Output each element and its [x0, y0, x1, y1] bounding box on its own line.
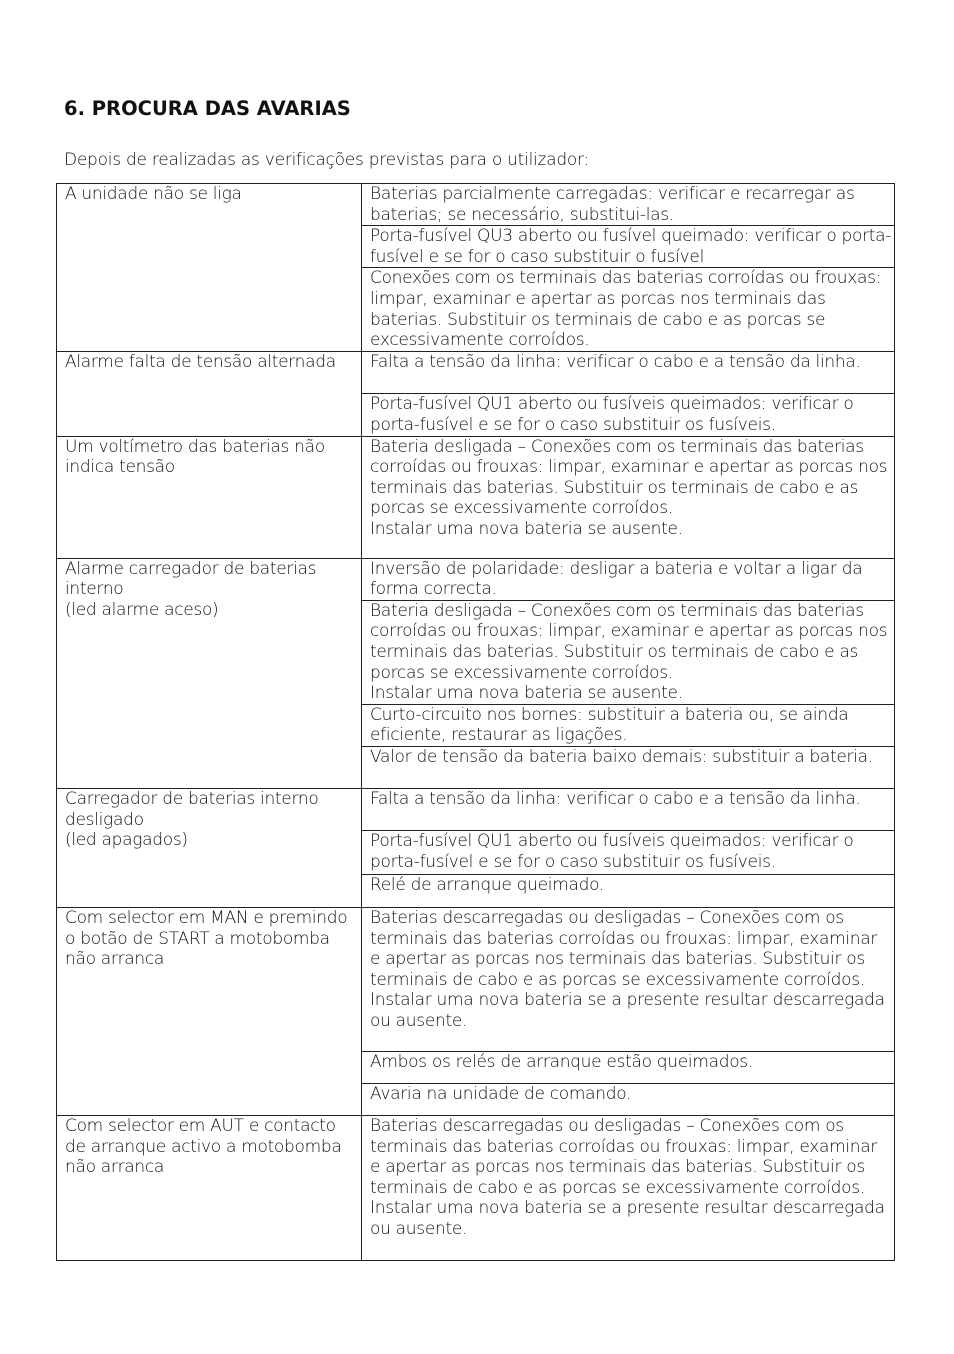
- table-row: [57, 436, 895, 558]
- solution-cell: Inversão de polaridade: desligar a bateria e voltar a ligar da forma correcta.: [362, 558, 895, 600]
- problem-cell: Carregador de baterias interno desligado (led apagados): [57, 788, 362, 907]
- page-title: 6. PROCURA DAS AVARIAS: [64, 97, 351, 120]
- solution-cell: Baterias parcialmente carregadas: verificar e recarregar as baterias; se necessário, substitui-las.: [362, 184, 895, 226]
- problem-cell: Alarme carregador de baterias interno (led alarme aceso): [57, 558, 362, 788]
- solution-cell: Porta-fusível QU1 aberto ou fusíveis queimados: verificar o porta-fusível e se for o caso substituir os fusíveis.: [362, 394, 895, 436]
- table-row: [57, 352, 895, 394]
- solution-cell: Falta a tensão da linha: verificar o cabo e a tensão da linha.: [362, 352, 895, 394]
- problem-cell: Um voltímetro das baterias não indica tensão: [57, 436, 362, 558]
- solution-cell: Baterias descarregadas ou desligadas – Conexões com os terminais das baterias corroídas ou frouxas: limpar, examinar e apertar as porcas nos terminais das baterias. Substituir os terminais de cabo e as porcas se excessivamente corroídos. Instalar uma nova bateria se a presente resultar descarregada ou ausente.: [362, 907, 895, 1051]
- solution-cell: Avaria na unidade de comando.: [362, 1083, 895, 1115]
- troubleshooting-table: [56, 183, 895, 1261]
- solution-cell: Porta-fusível QU3 aberto ou fusível queimado: verificar o porta-fusível e se for o caso substituir o fusível: [362, 226, 895, 268]
- table-row: [57, 184, 895, 226]
- solution-cell: Falta a tensão da linha: verificar o cabo e a tensão da linha.: [362, 788, 895, 830]
- solution-cell: Relé de arranque queimado.: [362, 874, 895, 907]
- solution-cell: Bateria desligada – Conexões com os terminais das baterias corroídas ou frouxas: limpar, examinar e apertar as porcas nos terminais das baterias. Substituir os terminais de cabo e as porcas se excessivamente corroídos. Instalar uma nova bateria se ausente.: [362, 436, 895, 558]
- solution-cell: Baterias descarregadas ou desligadas – Conexões com os terminais das baterias corroídas ou frouxas: limpar, examinar e apertar as porcas nos terminais das baterias. Substituir os terminais de cabo e as porcas se excessivamente corroídos. Instalar uma nova bateria se a presente resultar descarregada ou ausente.: [362, 1115, 895, 1260]
- table-row: [57, 1115, 895, 1260]
- solution-cell: Valor de tensão da bateria baixo demais: substituir a bateria.: [362, 746, 895, 788]
- solution-cell: Ambos os relés de arranque estão queimados.: [362, 1051, 895, 1083]
- problem-cell: Alarme falta de tensão alternada: [57, 352, 362, 436]
- problem-cell: Com selector em MAN e premindo o botão de START a motobomba não arranca: [57, 907, 362, 1115]
- solution-cell: Bateria desligada – Conexões com os terminais das baterias corroídas ou frouxas: limpar, examinar e apertar as porcas nos terminais das baterias. Substituir os terminais de cabo e as porcas se excessivamente corroídos. Instalar uma nova bateria se ausente.: [362, 600, 895, 704]
- solution-cell: Curto-circuito nos bornes: substituir a bateria ou, se ainda eficiente, restaurar as ligações.: [362, 704, 895, 746]
- intro-text: Depois de realizadas as verificações previstas para o utilizador:: [64, 150, 589, 170]
- table-row: [57, 907, 895, 1051]
- table-row: [57, 788, 895, 830]
- table-row: [57, 558, 895, 600]
- solution-cell: Conexões com os terminais das baterias corroídas ou frouxas: limpar, examinar e apertar as porcas nos terminais das baterias. Substituir os terminais de cabo e as porcas se excessivamente corroídos.: [362, 268, 895, 352]
- solution-cell: Porta-fusível QU1 aberto ou fusíveis queimados: verificar o porta-fusível e se for o caso substituir os fusíveis.: [362, 830, 895, 874]
- problem-cell: Com selector em AUT e contacto de arranque activo a motobomba não arranca: [57, 1115, 362, 1260]
- problem-cell: A unidade não se liga: [57, 184, 362, 352]
